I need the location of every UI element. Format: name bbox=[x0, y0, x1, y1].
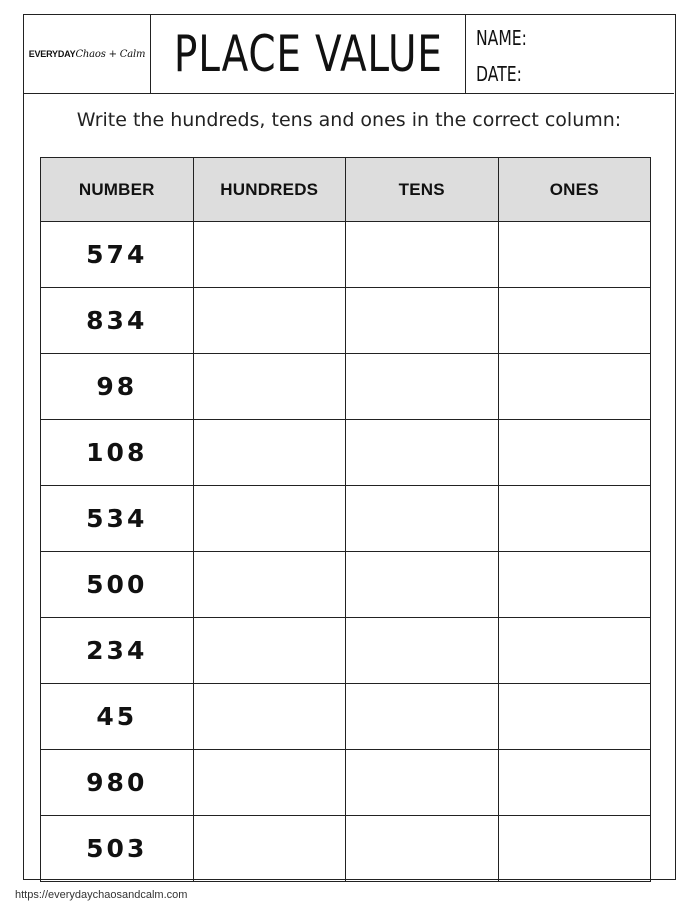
hundreds-answer-cell[interactable] bbox=[193, 750, 346, 816]
brand-logo bbox=[24, 15, 151, 93]
number-cell: 500 bbox=[41, 552, 194, 618]
column-header-hundreds: HUNDREDS bbox=[193, 158, 346, 222]
number-cell: 234 bbox=[41, 618, 194, 684]
table-row bbox=[41, 552, 651, 618]
worksheet-header bbox=[24, 15, 674, 94]
tens-answer-cell[interactable] bbox=[346, 816, 499, 882]
tens-answer-cell[interactable] bbox=[346, 486, 499, 552]
table-row bbox=[41, 750, 651, 816]
date-label: DATE: bbox=[476, 62, 522, 86]
table-row bbox=[41, 354, 651, 420]
column-header-number: NUMBER bbox=[41, 158, 194, 222]
table-body bbox=[41, 222, 651, 882]
table-row bbox=[41, 222, 651, 288]
table-row bbox=[41, 420, 651, 486]
place-value-table bbox=[40, 157, 651, 882]
tens-answer-cell[interactable] bbox=[346, 552, 499, 618]
ones-answer-cell[interactable] bbox=[498, 486, 651, 552]
number-cell: 98 bbox=[41, 354, 194, 420]
table-row bbox=[41, 816, 651, 882]
number-cell: 503 bbox=[41, 816, 194, 882]
footer-url: https://everydaychaosandcalm.com bbox=[15, 889, 188, 901]
hundreds-answer-cell[interactable] bbox=[193, 552, 346, 618]
ones-answer-cell[interactable] bbox=[498, 552, 651, 618]
tens-answer-cell[interactable] bbox=[346, 750, 499, 816]
name-date-cell bbox=[466, 15, 674, 93]
table-row bbox=[41, 684, 651, 750]
ones-answer-cell[interactable] bbox=[498, 288, 651, 354]
hundreds-answer-cell[interactable] bbox=[193, 684, 346, 750]
table-row bbox=[41, 618, 651, 684]
ones-answer-cell[interactable] bbox=[498, 420, 651, 486]
brand-name-bold: EVERYDAY bbox=[28, 48, 76, 59]
number-cell: 108 bbox=[41, 420, 194, 486]
hundreds-answer-cell[interactable] bbox=[193, 816, 346, 882]
hundreds-answer-cell[interactable] bbox=[193, 420, 346, 486]
number-cell: 980 bbox=[41, 750, 194, 816]
tens-answer-cell[interactable] bbox=[346, 684, 499, 750]
instruction-text: Write the hundreds, tens and ones in the correct column: bbox=[76, 109, 622, 131]
title-cell bbox=[151, 15, 466, 93]
ones-answer-cell[interactable] bbox=[498, 684, 651, 750]
hundreds-answer-cell[interactable] bbox=[193, 288, 346, 354]
column-header-ones: ONES bbox=[498, 158, 651, 222]
table-row bbox=[41, 486, 651, 552]
table-row bbox=[41, 288, 651, 354]
page-title: PLACE VALUE bbox=[173, 25, 443, 83]
tens-answer-cell[interactable] bbox=[346, 222, 499, 288]
number-cell: 534 bbox=[41, 486, 194, 552]
hundreds-answer-cell[interactable] bbox=[193, 222, 346, 288]
ones-answer-cell[interactable] bbox=[498, 750, 651, 816]
hundreds-answer-cell[interactable] bbox=[193, 486, 346, 552]
table-header-row bbox=[41, 158, 651, 222]
ones-answer-cell[interactable] bbox=[498, 618, 651, 684]
brand-name-script: Chaos + Calm bbox=[75, 48, 146, 60]
hundreds-answer-cell[interactable] bbox=[193, 354, 346, 420]
tens-answer-cell[interactable] bbox=[346, 288, 499, 354]
brand-name bbox=[29, 49, 146, 60]
number-cell: 834 bbox=[41, 288, 194, 354]
ones-answer-cell[interactable] bbox=[498, 354, 651, 420]
number-cell: 45 bbox=[41, 684, 194, 750]
tens-answer-cell[interactable] bbox=[346, 354, 499, 420]
ones-answer-cell[interactable] bbox=[498, 222, 651, 288]
ones-answer-cell[interactable] bbox=[498, 816, 651, 882]
tens-answer-cell[interactable] bbox=[346, 420, 499, 486]
tens-answer-cell[interactable] bbox=[346, 618, 499, 684]
hundreds-answer-cell[interactable] bbox=[193, 618, 346, 684]
name-label: NAME: bbox=[476, 26, 527, 50]
column-header-tens: TENS bbox=[346, 158, 499, 222]
number-cell: 574 bbox=[41, 222, 194, 288]
